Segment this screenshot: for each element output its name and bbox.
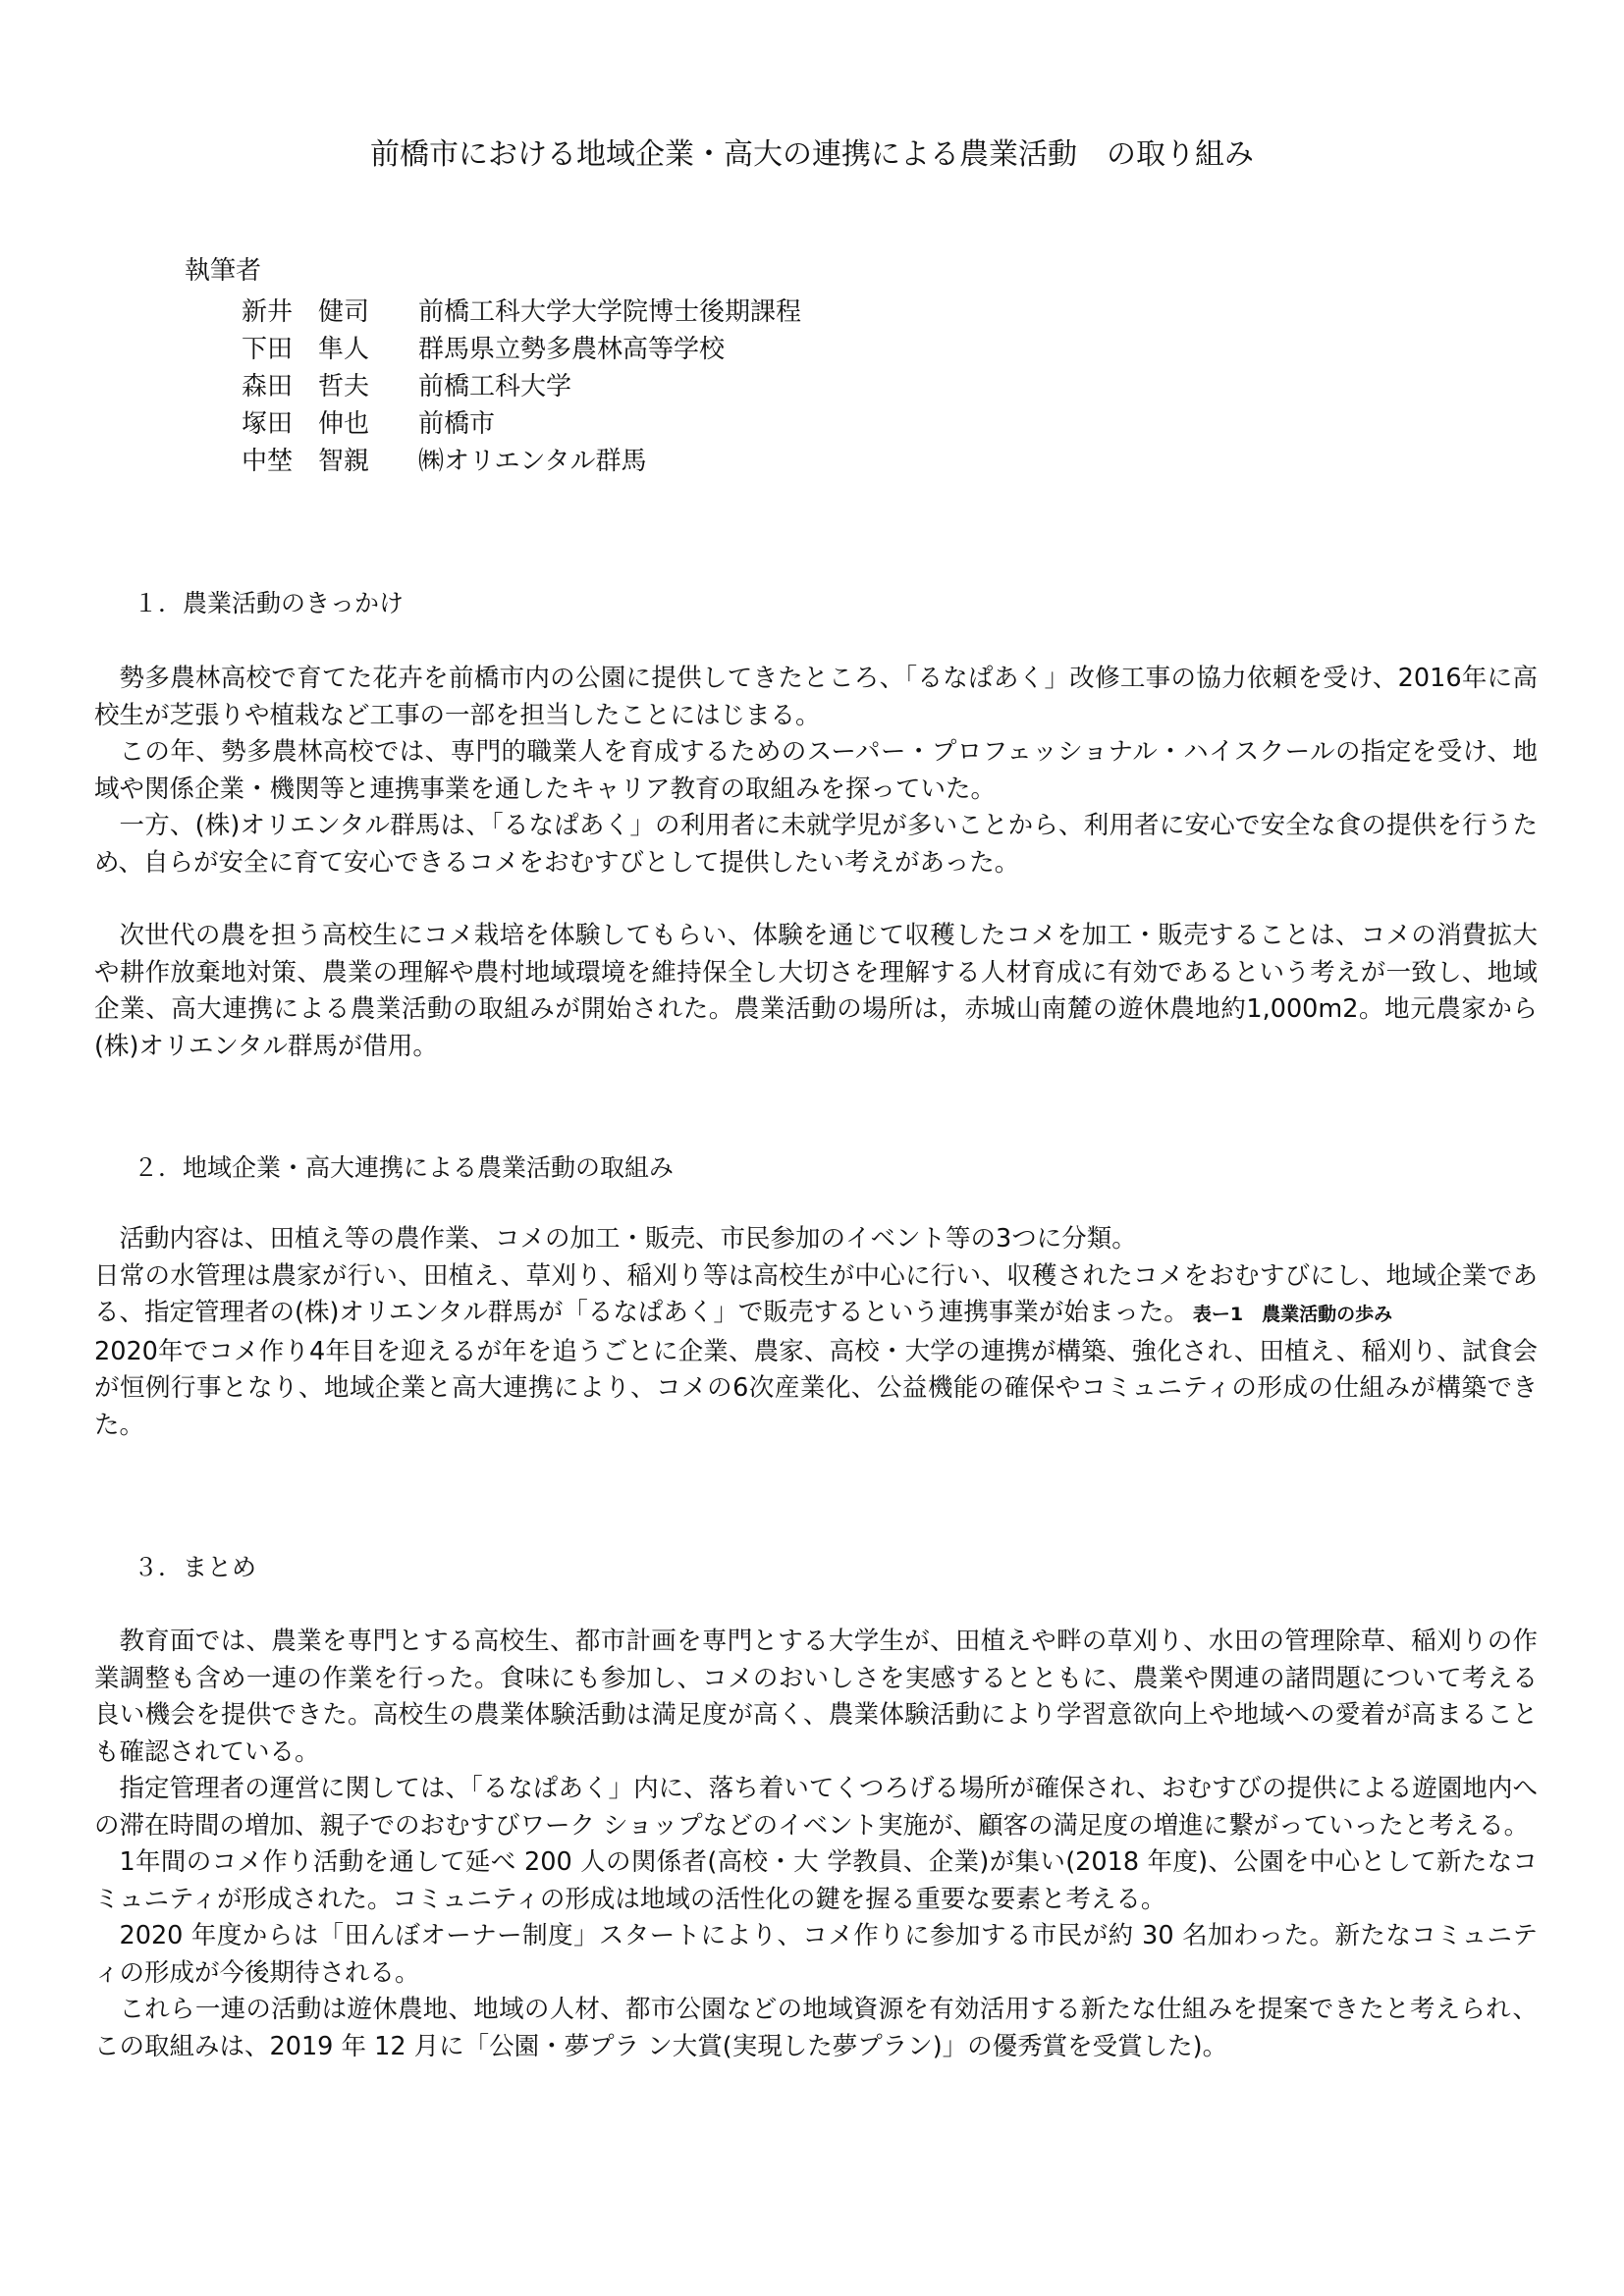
author-row — [242, 291, 801, 328]
author-name: 塚田 伸也 — [242, 408, 370, 439]
paragraph: 1年間のコメ作り活動を通して延べ 200 人の関係者(高校・大 学教員、企業)が集い(2018 年度)、公園を中心として新たなコミュニティが形成された。コミュニティの形成は地域の活性化の鍵を握る重要な要素と考える。 — [94, 1847, 1538, 1914]
author-list — [242, 291, 801, 477]
author-row — [242, 402, 801, 440]
paragraph: 2020年でコメ作り4年目を迎えるが年を追うごとに企業、農家、高校・大学の連携が構築、強化され、田植え、稲刈り、試食会が恒例行事となり、地域企業と高大連携により、コメの6次産業化、公益機能の確保やコミュニティの形成の仕組みが構築できた。 — [94, 1336, 1538, 1440]
author-affiliation: 前橋市 — [418, 408, 496, 439]
author-row — [242, 440, 801, 477]
author-name: 森田 哲夫 — [242, 371, 370, 401]
section-3-heading: ３．まとめ — [134, 1553, 257, 1581]
section-2-heading: ２．地域企業・高大連携による農業活動の取組み — [134, 1153, 675, 1182]
paragraph: これら一連の活動は遊休農地、地域の人材、都市公園などの地域資源を有効活用する新たな仕組みを提案できたと考えられ、この取組みは、2019 年 12 月に「公園・夢プラ ン大賞(実現した夢プラン)」の優秀賞を受賞した)。 — [94, 1995, 1538, 2061]
author-name: 下田 隼人 — [242, 334, 370, 364]
paragraph: 2020 年度からは「田んぼオーナー制度」スタートにより、コメ作りに参加する市民が約 30 名加わった。新たなコミュニティの形成が今後期待される。 — [94, 1921, 1538, 1988]
paragraph: 指定管理者の運営に関しては、「るなぱあく」内に、落ち着いてくつろげる場所が確保され、おむすびの提供による遊園地内への滞在時間の増加、親子でのおむすびワーク ショップなどのイベント実施が、顧客の満足度の増進に繋がっていったと考える。 — [94, 1774, 1538, 1841]
paragraph-text: 日常の水管理は農家が行い、田植え、草刈り、稲刈り等は高校生が中心に行い、収穫されたコメをおむすびにし、地域企業である、指定管理者の(株)オリエンタル群馬が「るなぱあく」で販売するという連携事業が始まった。 — [94, 1260, 1538, 1327]
authors-label: 執筆者 — [185, 256, 262, 286]
document-title: 前橋市における地域企業・高大の連携による農業活動 の取り組み — [370, 137, 1254, 172]
section-3-body — [94, 1624, 1538, 2065]
paragraph: この年、勢多農林高校では、専門的職業人を育成するためのスーパー・プロフェッショナル・ハイスクールの指定を受け、地域や関係企業・機関等と連携事業を通したキャリア教育の取組みを探っていた。 — [94, 737, 1538, 804]
section-2-body — [94, 1221, 1538, 1444]
author-row — [242, 328, 801, 365]
author-affiliation: 前橋工科大学大学院博士後期課程 — [418, 296, 802, 327]
section-1-block-2 — [94, 918, 1538, 1065]
section-1-heading: １．農業活動のきっかけ — [134, 589, 405, 617]
author-affiliation: 前橋工科大学 — [418, 371, 572, 401]
paragraph: 活動内容は、田植え等の農作業、コメの加工・販売、市民参加のイベント等の3つに分類。 — [119, 1224, 1137, 1254]
table-caption: 表ー1 農業活動の歩み — [1192, 1304, 1393, 1325]
author-affiliation: 群馬県立勢多農林高等学校 — [418, 334, 726, 364]
author-name: 中埜 智親 — [242, 446, 370, 476]
paragraph — [94, 1258, 1538, 1334]
author-name: 新井 健司 — [242, 296, 370, 327]
paragraph: 一方、(株)オリエンタル群馬は、「るなぱあく」の利用者に未就学児が多いことから、利用者に安心で安全な食の提供を行うため、自らが安全に育て安心できるコメをおむすびとして提供したい考えがあった。 — [94, 811, 1538, 878]
author-row — [242, 365, 801, 402]
author-affiliation: ㈱オリエンタル群馬 — [418, 446, 647, 476]
paragraph: 勢多農林高校で育てた花卉を前橋市内の公園に提供してきたところ、「るなぱあく」改修工事の協力依頼を受け、2016年に高校生が芝張りや植栽など工事の一部を担当したことにはじまる。 — [94, 664, 1538, 730]
paragraph: 教育面では、農業を専門とする高校生、都市計画を専門とする大学生が、田植えや畔の草刈り、水田の管理除草、稲刈りの作業調整も含め一連の作業を行った。食味にも参加し、コメのおいしさを実感するとともに、農業や関連の諸問題について考える良い機会を提供できた。高校生の農業体験活動は満足度が高く、農業体験活動により学習意欲向上や地域への愛着が高まることも確認されている。 — [94, 1627, 1538, 1767]
paragraph: 次世代の農を担う高校生にコメ栽培を体験してもらい、体験を通じて収穫したコメを加工・販売することは、コメの消費拡大や耕作放棄地対策、農業の理解や農村地域環境を維持保全し大切さを理解する人材育成に有効であるという考えが一致し、地域企業、高大連携による農業活動の取組みが開始された。農業活動の場所は，赤城山南麓の遊休農地約1,000m2。地元農家から(株)オリエンタル群馬が借用。 — [94, 921, 1538, 1061]
section-1-block-1 — [94, 661, 1538, 881]
